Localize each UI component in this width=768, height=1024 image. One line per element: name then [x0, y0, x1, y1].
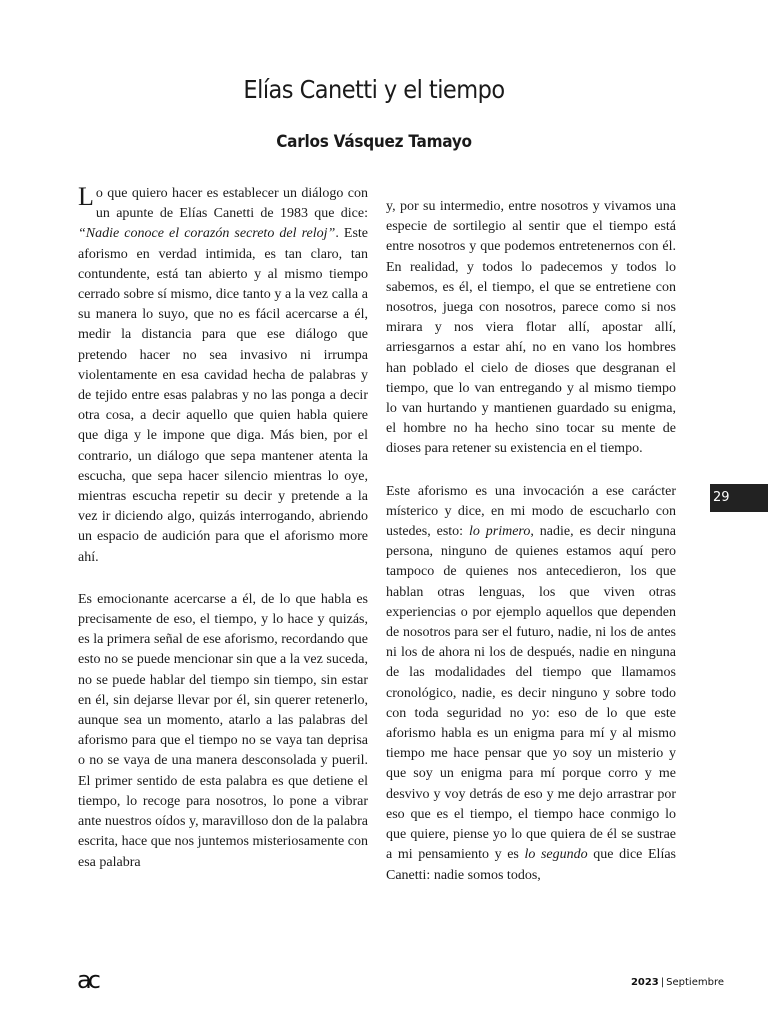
paragraph [78, 184, 368, 568]
article-author: Carlos Vásquez Tamayo [276, 132, 472, 152]
drop-cap: L [78, 182, 94, 211]
text-column-right [386, 197, 676, 908]
quote-text: “Nadie conoce el corazón secreto del reloj” [78, 226, 336, 242]
paragraph: Es emocionante acercarse a él, de lo que habla es precisamente de eso, el tiempo, y lo hace y quizás, es la primera señal de ese aforismo, recordando que esto no se puede mencionar sin que a la vez suceda, no se puede hablar del tiempo sin tiempo, sin estar en él, sin dejarse llevar por él, sin querer retenerlo, aunque sea un momento, atarlo a las palabras del aforismo para que el tiempo no se vaya tan deprisa o no se vaya de una manera desconsolada y pueril. El primer sentido de esta palabra es que detiene el tiempo, lo recoge para nosotros, lo pone a vibrar ante nuestros oídos y, maravilloso don de la palabra escrita, hace que nos juntemos misteriosamente con esa palabra [78, 591, 368, 870]
paragraph-text: , nadie, es decir ninguna persona, ninguno de quienes estamos aquí pero tampoco de quienes nos antecedieron, los que hablan otras lenguas, los que viven otras experiencias o por ejemplo aquellos que dependen de nosotros para ser el futuro, nadie, ni los de antes ni los de ahora ni los de después, nadie en ninguna de las modalidades del tiempo que llamamos cronológico, nadie, es decir ninguno y sobre todo con toda seguridad no yo: eso de lo que este aforismo habla es un enigma para mí y al mismo tiempo me hace pensar que yo soy un misterio y que soy un enigma para mí porque corro y me desvivo y voy detrás de eso y me dejo arrastrar por eso que es el tiempo, el tiempo hace conmigo lo que quiere, piense yo lo que quiera de él se sustrae a mi pensamiento y es [386, 524, 677, 863]
paragraph: y, por su intermedio, entre nosotros y vivamos una especie de sortilegio al sentir que el tiempo está entre nosotros y que podemos entretenernos con él. En realidad, y todos lo padecemos y todos lo sabemos, es él, el tiempo, el que se entretiene con nosotros, juega con nosotros, parece como si nos mirara y nos viera flotar allí, apostar allí, arriesgarnos a estar ahí, no en vano los hombres han poblado el cielo de dioses que desgranan el tiempo, que lo van entregando y al mismo tiempo lo van hurtando y mantienen guardado su enigma, el hombre no ha hecho sino tocar su mente de dioses para retener su existencia en el tiempo. [386, 199, 676, 457]
paragraph-text: o que quiero hacer es establecer un diálogo con un apunte de Elías Canetti de 1983 que dice: [95, 186, 368, 222]
emphasis-text: lo segundo [524, 847, 588, 863]
issue-month: Septiembre [666, 977, 724, 988]
emphasis-text: lo primero [468, 524, 531, 540]
text-column-left [78, 184, 368, 895]
paragraph [386, 482, 676, 886]
issue-date [631, 976, 724, 990]
article-title: Elías Canetti y el tiempo [243, 75, 505, 104]
issue-year: 2023 [630, 977, 659, 988]
paragraph-text: . Este aforismo en verdad intimida, es tan claro, tan contundente, está tan abierto y al mismo tiempo cerrado sobre sí mismo, dice tanto y a la vez calla a su manera lo suyo, que no es fácil acercarse a él, medir la distancia para que ese diálogo que pretendo hacer no sea invasivo ni irrumpa violentamente en esa cavidad hecha de palabras y de tejido entre esas palabras y no las ponga a decir otra cosa, a decir aquello que quien habla quiere que diga y le impone que diga. Más bien, por el contrario, un diálogo que sepa mantener atenta la escucha, que sepa hacer silencio mientras lo oye, mientras escucha repetir su decir y pretende a la vez ir diciendo algo, quizás interrogando, abriendo un espacio de audición para que el aforismo more ahí. [78, 226, 368, 565]
footer-separator: | [660, 977, 665, 988]
page-number-tab: 29 [710, 484, 768, 512]
paragraph-text: que dice Elías Canetti: nadie somos todos, [386, 847, 676, 883]
publication-logo: ac [77, 966, 97, 994]
paragraph-text: Este aforismo es una invocación a ese carácter místerico y dice, en mi modo de escucharlo con ustedes, esto: [386, 483, 676, 540]
